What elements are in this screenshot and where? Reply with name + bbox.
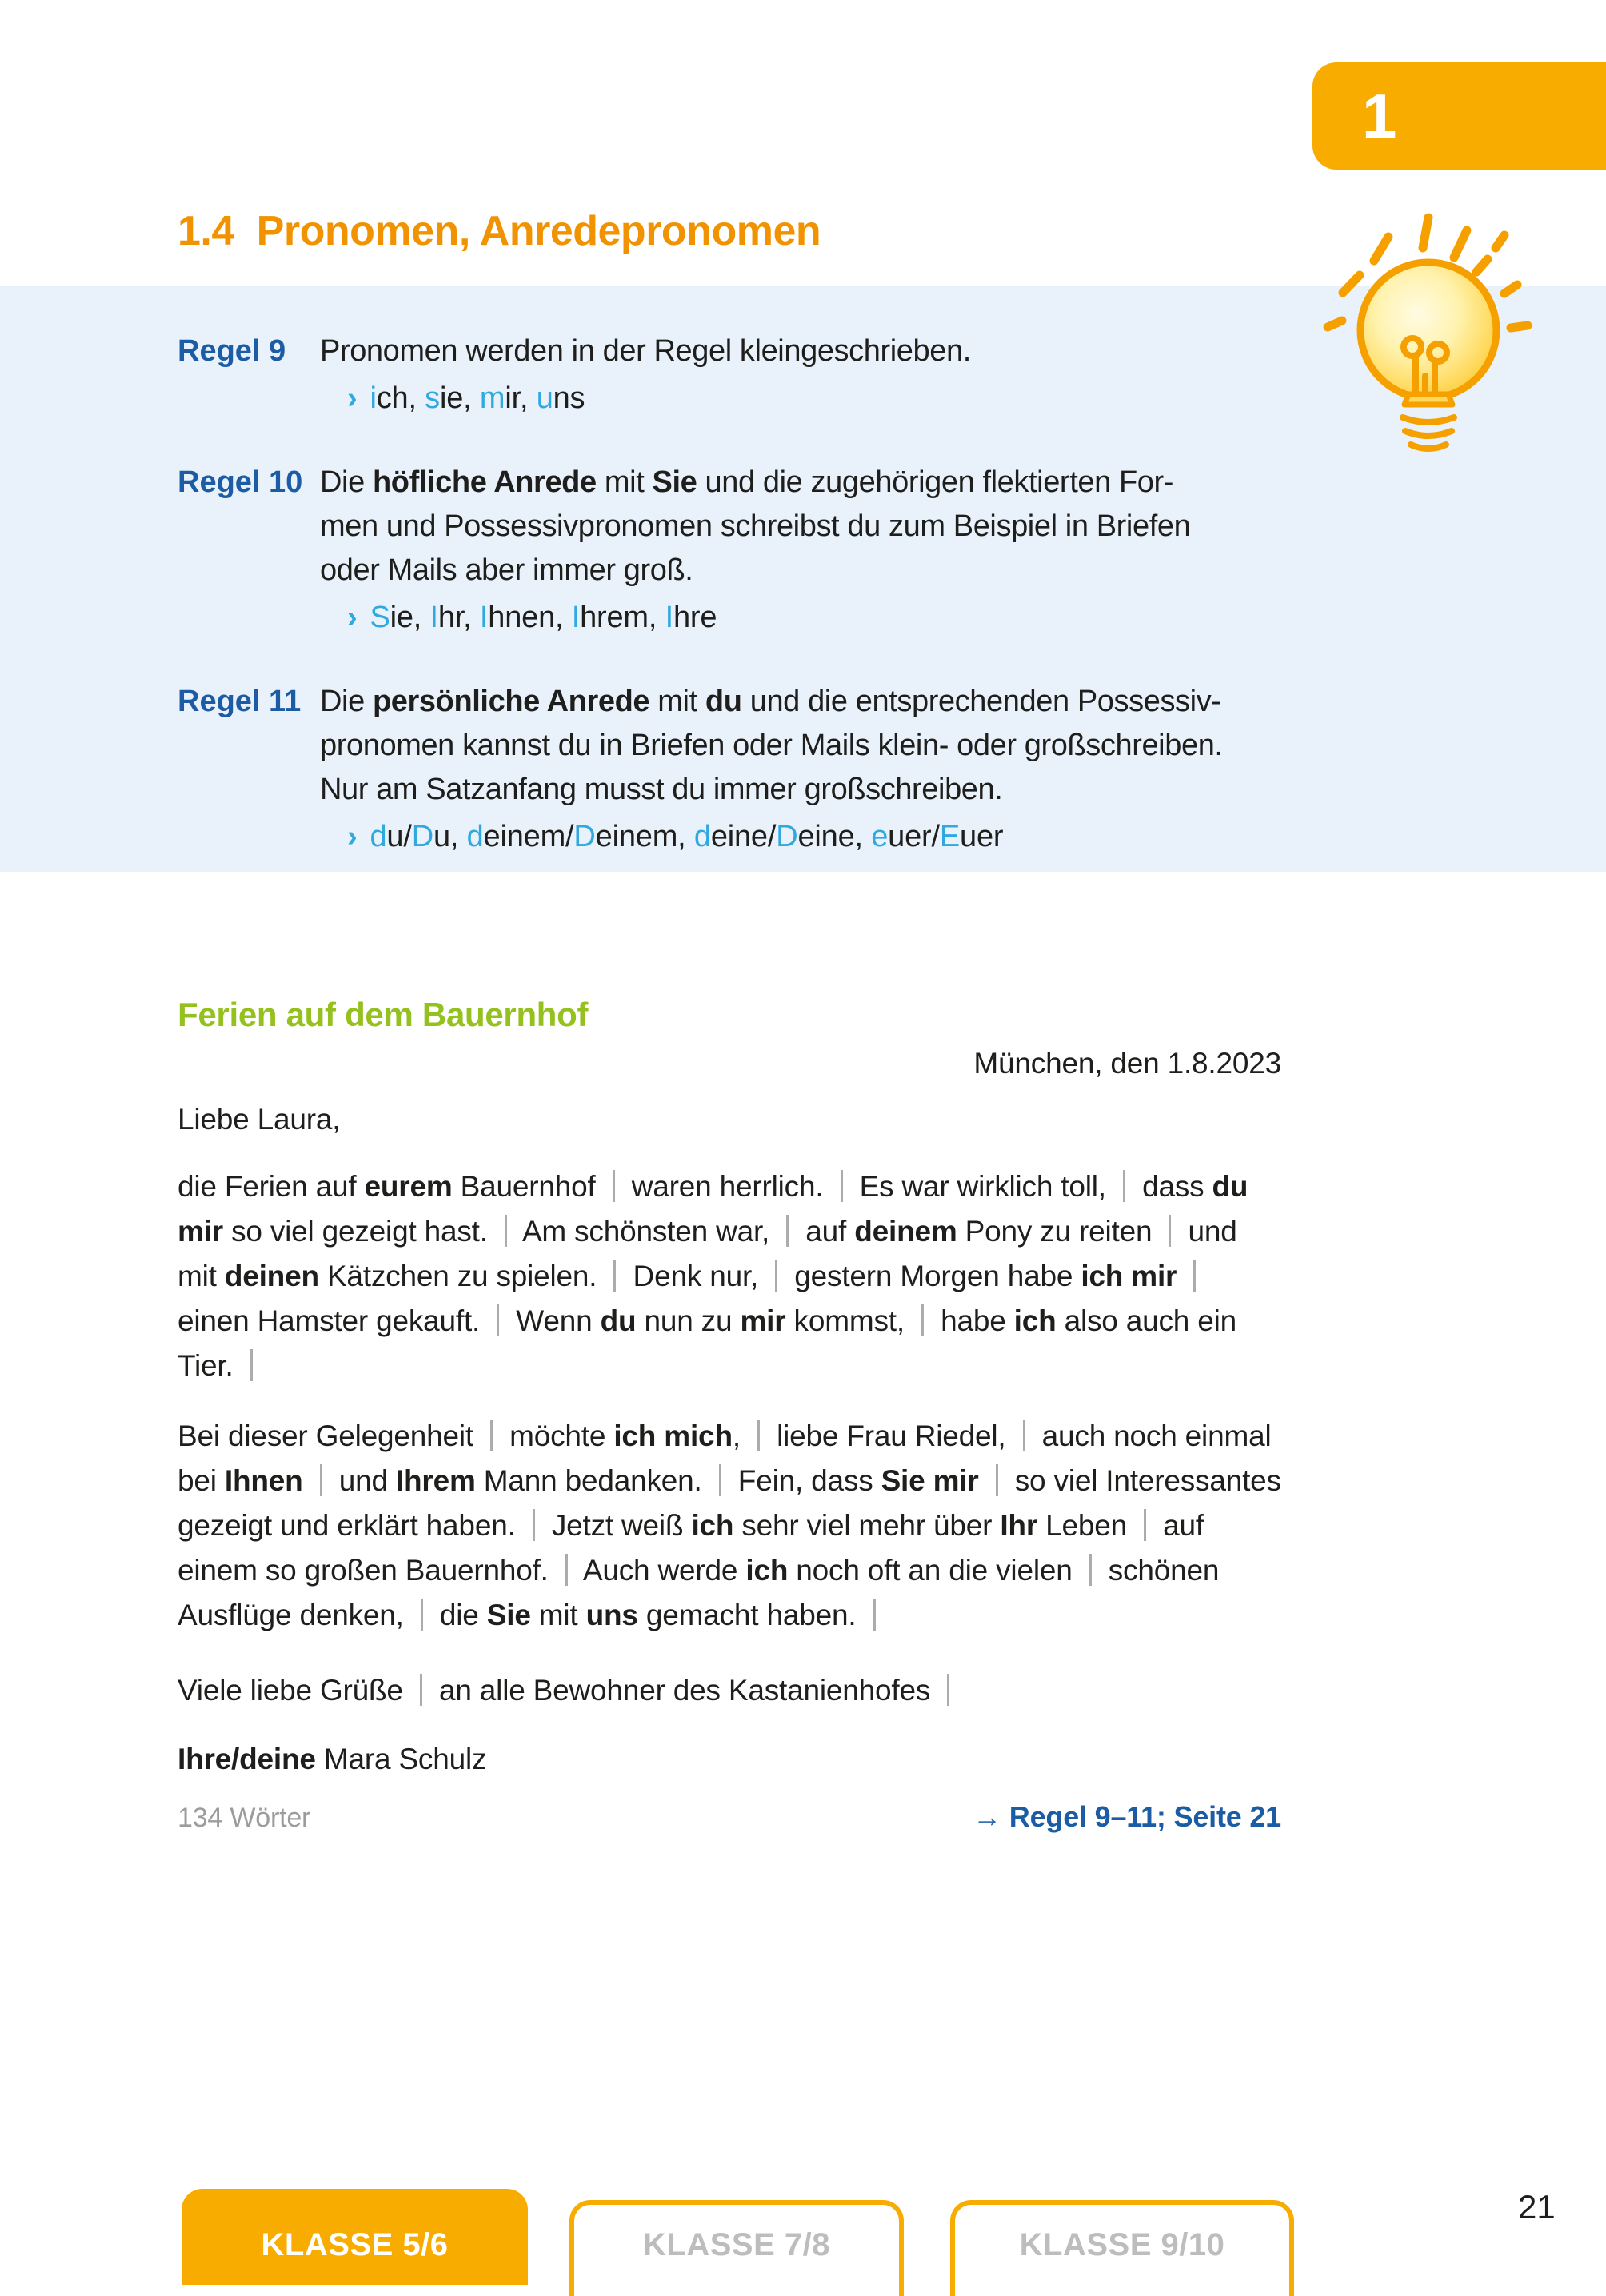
rule-label: Regel 11: [178, 685, 302, 718]
tab-klasse-7-8[interactable]: KLASSE 7/8: [569, 2200, 904, 2296]
lightbulb-icon: [1318, 190, 1542, 459]
chevron-right-icon: ›: [347, 381, 358, 415]
rule-text: Die persönliche Anrede mit du und die entsprechenden Possessiv- pronomen kannst du in Briefen oder Mails klein- oder großschreiben. Nur am Satzanfang musst du immer großschreiben.: [320, 685, 1223, 806]
arrow-right-icon: →: [972, 1800, 1001, 1833]
rule-text: Die höfliche Anrede mit Sie und die zugehörigen flektierten For- men und Possessivpronomen schreibst du zum Beispiel in Briefen oder Mails aber immer groß.: [320, 465, 1191, 587]
word-count: 134 Wörter: [178, 1803, 311, 1833]
rule-label: Regel 9: [178, 334, 286, 368]
chapter-tab: [1312, 62, 1606, 170]
letter-signature: Ihre/deine Mara Schulz: [178, 1743, 487, 1775]
section-title: 1.4 Pronomen, Anredepronomen: [178, 207, 821, 254]
rule-regel-10: [178, 461, 1345, 640]
chevron-right-icon: ›: [347, 820, 358, 853]
rule-example-text: Sie, Ihr, Ihnen, Ihrem, Ihre: [370, 601, 717, 634]
rule-regel-9: [178, 329, 1345, 421]
rule-reference-text: Regel 9–11; Seite 21: [1009, 1800, 1281, 1833]
page-number: 21: [1518, 2188, 1556, 2226]
rule-example-text: du/Du, deinem/Deinem, deine/Deine, euer/Euer: [370, 820, 1004, 853]
letter-paragraph: Bei dieser Gelegenheit möchte ich mich, liebe Frau Riedel, auch noch einmal bei Ihnen und Ihrem Mann bedanken. Fein, dass Sie mir so viel Interessantes gezeigt und erklärt haben. Jetzt weiß ich sehr viel mehr über Ihr Leben auf einem so großen Bauernhof. Auch werde ich noch oft an die vielen schönen Ausflüge denken, die Sie mit uns gemacht haben.: [178, 1420, 1281, 1631]
letter-heading: Ferien auf dem Bauernhof: [178, 995, 589, 1033]
rules-list: [178, 329, 1345, 899]
tab-klasse-5-6[interactable]: KLASSE 5/6: [182, 2189, 528, 2285]
letter-paragraph: Viele liebe Grüße an alle Bewohner des Kastanienhofes: [178, 1668, 1281, 1713]
rule-label: Regel 10: [178, 465, 303, 499]
letter-meta-row: [178, 1795, 1281, 1840]
letter-salutation: Liebe Laura,: [178, 1103, 341, 1136]
rule-regel-11: [178, 680, 1345, 859]
chevron-right-icon: ›: [347, 601, 358, 634]
rule-reference-link[interactable]: [973, 1795, 1281, 1839]
rule-example-text: ich, sie, mir, uns: [370, 381, 585, 415]
rule-example: [320, 815, 1345, 859]
letter-paragraph: die Ferien auf eurem Bauernhof waren herrlich. Es war wirklich toll, dass du mir so viel gezeigt hast. Am schönsten war, auf deinem Pony zu reiten und mit deinen Kätzchen zu spielen. Denk nur, gestern Morgen habe ich mir einen Hamster gekauft. Wenn du nun zu mir kommst, habe ich also auch ein Tier.: [178, 1170, 1248, 1382]
rule-example: [320, 596, 1345, 640]
letter-dateline: München, den 1.8.2023: [973, 1047, 1281, 1080]
rule-example: [320, 377, 1345, 421]
tab-klasse-9-10[interactable]: KLASSE 9/10: [950, 2200, 1294, 2296]
chapter-number: 1: [1362, 81, 1397, 151]
rule-text: Pronomen werden in der Regel kleingeschrieben.: [320, 334, 971, 368]
